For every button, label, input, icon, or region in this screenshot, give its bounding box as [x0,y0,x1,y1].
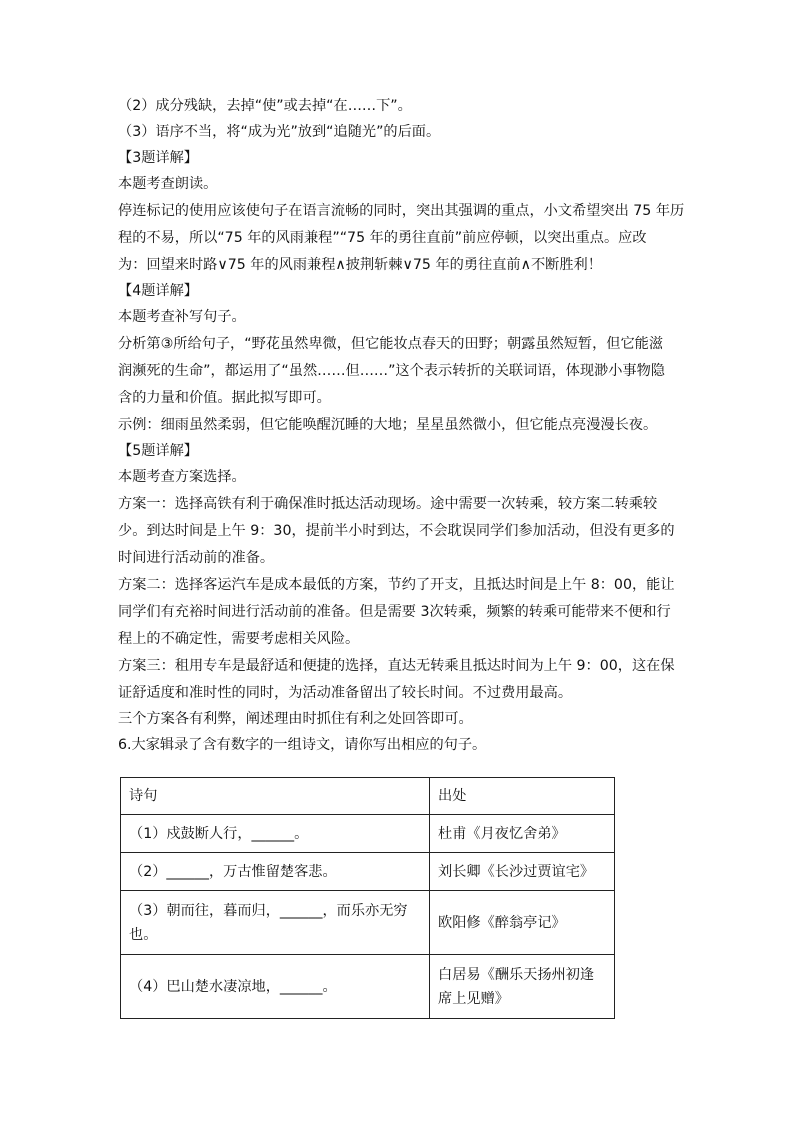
text-line: 证舒适度和准时性的同时，为活动准备留出了较长时间。不过费用最高。 [118,685,573,701]
table-row [121,955,615,1019]
text-line: 含的力量和价值。据此拟写即可。 [118,390,331,406]
text-line: 同学们有充裕时间进行活动前的准备。但是需要 3次转乘，频繁的转乘可能带来不便和行 [118,604,671,620]
text-line: 时间进行活动前的准备。 [118,550,275,566]
text-line: 本题考查补写句子。 [118,309,246,325]
section-heading: 【3题详解】 [118,150,198,166]
text-line: 三个方案各有利弊，阐述理由时抓住有利之处回答即可。 [118,711,473,727]
text-line: 少。到达时间是上午 9：30，提前半小时到达，不会耽误同学们参加活动，但没有更多的 [118,523,675,539]
table-row [121,815,615,853]
table-cell-verse: （4）巴山楚水凄凉地，______。 [121,955,430,1019]
text-line: 分析第③所给句子，“野花虽然卑微，但它能妆点春天的田野；朝露虽然短暂，但它能滋 [118,336,664,352]
text-line: 方案三：租用专车是最舒适和便捷的选择，直达无转乘且抵达时间为上午 9：00，这在保 [118,658,675,674]
text-line: 停连标记的使用应该使句子在语言流畅的同时，突出其强调的重点，小文希望突出 75 年历 [118,203,685,219]
table-cell-verse: （1）戍鼓断人行，______。 [121,815,430,853]
table-cell-source: 刘长卿《长沙过贾谊宅》 [430,853,615,891]
text-line: 为：回望来时路∨75 年的风雨兼程∧披荆斩棘∨75 年的勇往直前∧不断胜利！ [118,257,602,273]
table-row [121,853,615,891]
text-line: （3）语序不当，将“成为光”放到“追随光”的后面。 [118,124,441,140]
table-cell-source: 白居易《酬乐天扬州初逢席上见赠》 [430,955,615,1019]
section-heading: 【4题详解】 [118,283,198,299]
text-line: 润濒死的生命”，都运用了“虽然……但……”这个表示转折的关联词语，体现渺小事物隐 [118,363,665,379]
table-header-cell: 出处 [430,778,615,815]
text-line: 程上的不确定性，需要考虑相关风险。 [118,631,360,647]
text-line: 方案二：选择客运汽车是成本最低的方案，节约了开支，且抵达时间是上午 8：00，能让 [118,577,675,593]
text-line: 本题考查方案选择。 [118,469,246,485]
table-cell-verse: （2）______，万古惟留楚客悲。 [121,853,430,891]
table-cell-source: 欧阳修《醉翁亭记》 [430,891,615,955]
table-cell-verse: （3）朝而往，暮而归，______，而乐亦无穷也。 [121,891,430,955]
text-line: 本题考查朗读。 [118,176,218,192]
section-heading: 【5题详解】 [118,443,198,459]
table-header-cell: 诗句 [121,778,430,815]
table-header-row [121,778,615,815]
text-line: 示例：细雨虽然柔弱，但它能唤醒沉睡的大地；星星虽然微小，但它能点亮漫漫长夜。 [118,417,658,433]
table-row [121,891,615,955]
text-line: 方案一：选择高铁有利于确保准时抵达活动现场。途中需要一次转乘，较方案二转乘较 [118,496,658,512]
question-title: 6.大家辑录了含有数字的一组诗文，请你写出相应的句子。 [118,737,487,753]
poem-table [120,777,615,1019]
table-cell-source: 杜甫《月夜忆舍弟》 [430,815,615,853]
text-line: 程的不易，所以“75 年的风雨兼程”“75 年的勇往直前”前应停顿，以突出重点。应改 [118,230,647,246]
text-line: （2）成分残缺，去掉“使”或去掉“在……下”。 [118,98,412,114]
